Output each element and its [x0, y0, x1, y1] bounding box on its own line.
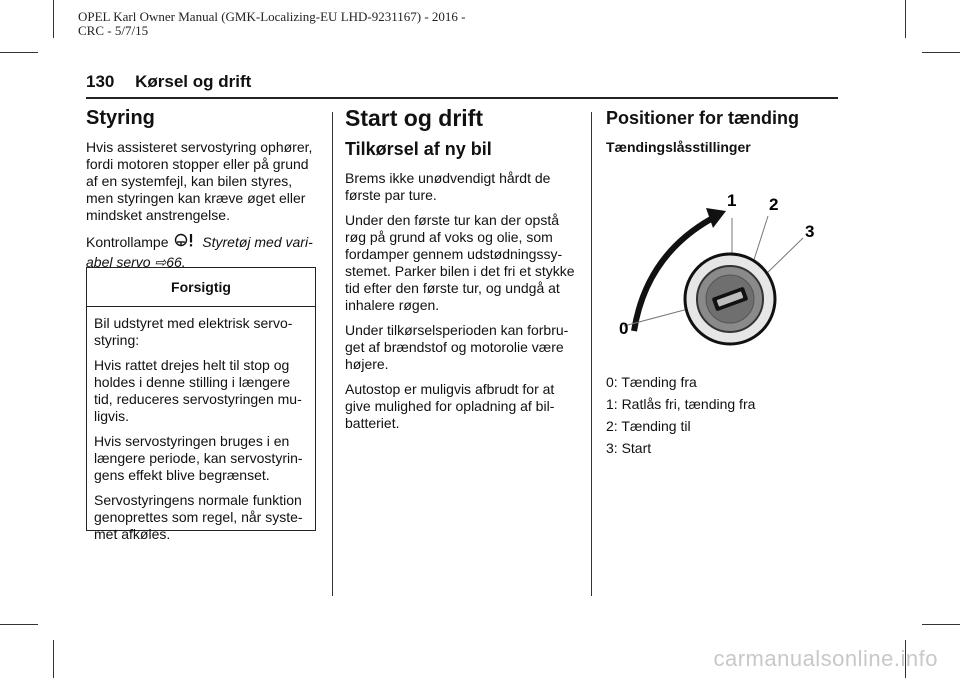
- section-title: Kørsel og drift: [135, 72, 252, 91]
- steering-reference: [86, 232, 322, 272]
- steering-heading: Styring: [86, 107, 155, 129]
- crop-mark: [922, 624, 960, 625]
- reference-link-text-2[interactable]: abel servo: [86, 254, 151, 270]
- caution-paragraph: Hvis rattet drejes helt til stop og holdes i denne stilling i længere tid, reduceres servostyringen mu-ligvis.: [94, 357, 302, 424]
- running-in-heading: Tilkørsel af ny bil: [345, 139, 492, 159]
- ignition-switch-diagram: [606, 186, 836, 351]
- caution-paragraph: Hvis servostyringen bruges i en længere periode, kan servostyrin-gens effekt blive begrænset.: [94, 433, 303, 483]
- ignition-heading: Positioner for tænding: [606, 108, 799, 128]
- legend-item: 1: Ratlås fri, tænding fra: [606, 396, 756, 412]
- running-in-paragraph: Under den første tur kan der opstå røg på grund af voks og olie, som fordamper gennem udstødningssy-stemet. Parker bilen i det fri et stykke tid efter den første tur, og undgå at inhalere røgen.: [345, 212, 575, 313]
- label-position-2: 2: [769, 195, 779, 214]
- crop-mark: [905, 0, 906, 38]
- legend-item: 3: Start: [606, 440, 652, 456]
- legend-item: 2: Tænding til: [606, 418, 691, 434]
- crop-mark: [53, 640, 54, 678]
- ignition-legend: [606, 371, 755, 459]
- meta-line-2: CRC - 5/7/15: [78, 23, 149, 38]
- column-divider: [591, 112, 592, 596]
- crop-mark: [922, 52, 960, 53]
- legend-item: 0: Tænding fra: [606, 374, 697, 390]
- crop-mark: [0, 52, 38, 53]
- caution-body: [87, 307, 315, 543]
- crop-mark: [53, 0, 54, 38]
- watermark: carmanualsonline.info: [713, 646, 938, 671]
- label-position-0: 0: [619, 319, 629, 338]
- header-rule: [86, 97, 838, 99]
- running-in-paragraph: Under tilkørselsperioden kan forbru-get af brændstof og motorolie være højere.: [345, 322, 569, 372]
- column-divider: [332, 112, 333, 596]
- page-reference-icon: ⇨: [154, 254, 167, 270]
- caution-paragraph: Bil udstyret med elektrisk servo-styring:: [94, 315, 293, 348]
- label-position-3: 3: [805, 222, 815, 241]
- column-ignition: [606, 110, 846, 156]
- column-start-driving: [345, 105, 580, 440]
- steering-paragraph: Hvis assisteret servostyring ophører, fordi motoren stopper eller på grund af en systemfejl, kan bilen styres, men styringen kan kræve øget eller mindsket anstrengelse.: [86, 139, 313, 223]
- crop-mark: [0, 624, 38, 625]
- reference-link-text-1[interactable]: Styretøj med vari-: [202, 234, 313, 250]
- reference-page[interactable]: 66.: [166, 254, 186, 270]
- page-number: 130: [86, 72, 115, 91]
- meta-line-1: OPEL Karl Owner Manual (GMK-Localizing-EU LHD-9231167) - 2016 -: [78, 9, 466, 24]
- caution-box: [86, 267, 316, 542]
- start-heading: Start og drift: [345, 105, 483, 131]
- label-position-1: 1: [727, 191, 737, 210]
- column-steering: [86, 107, 322, 280]
- caution-paragraph: Servostyringens normale funktion genoprettes som regel, når syste-met afkøles.: [94, 492, 303, 542]
- ignition-subheading: Tændingslåsstillinger: [606, 139, 751, 155]
- page-header: [86, 72, 251, 92]
- reference-prefix: Kontrollampe: [86, 234, 169, 250]
- document-meta: [78, 10, 466, 38]
- steering-warning-icon: [174, 232, 196, 252]
- running-in-paragraph: Brems ikke unødvendigt hårdt de første par ture.: [345, 170, 551, 203]
- running-in-paragraph: Autostop er muligvis afbrudt for at give mulighed for opladning af bil-batteriet.: [345, 381, 555, 431]
- caution-title: Forsigtig: [87, 268, 315, 307]
